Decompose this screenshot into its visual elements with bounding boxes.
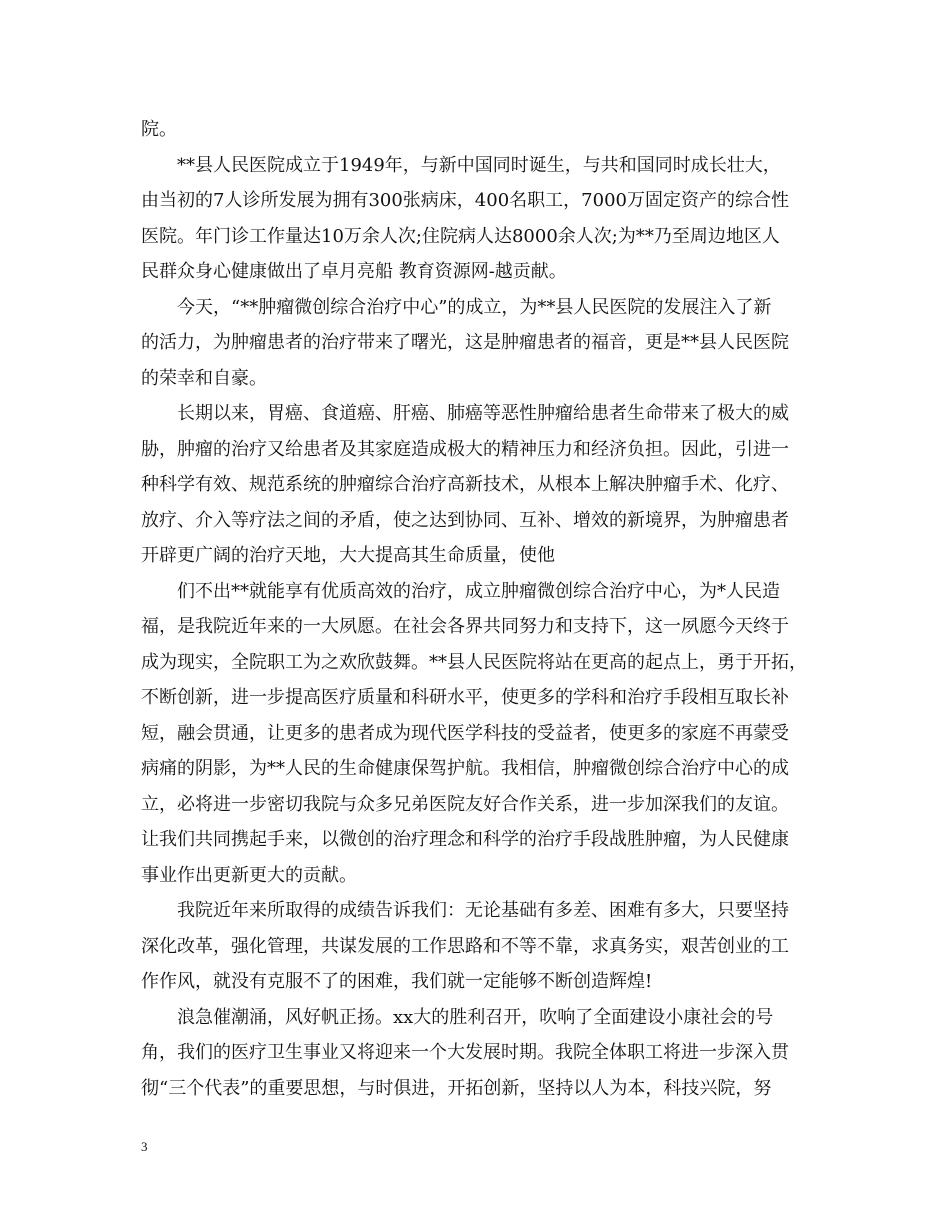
text-line: 彻“三个代表”的重要思想，与时俱进，开拓创新，坚持以人为本，科技兴院，努 [141,1077,772,1099]
text-line: 的活力，为肿瘤患者的治疗带来了曙光，这是肿瘤患者的福音，更是**县人民医院 [141,332,789,353]
text-line: 开辟更广阔的治疗天地，大大提高其生命质量，使他 [141,545,555,566]
text-line: 医院。年门诊工作量达10万余人次;住院病人达8000余人次;为**乃至周边地区人 [141,225,780,247]
text-line: 事业作出更新更大的贡献。 [141,864,357,886]
text-line: 民群众身心健康做出了卓月亮船 教育资源网-越贡献。 [141,261,567,282]
text-line: 我院近年来所取得的成绩告诉我们：无论基础有多差、困难有多大，只要坚持 [177,900,789,921]
text-line: 由当初的7人诊所发展为拥有300张病床，400名职工，7000万固定资产的综合性 [141,190,789,211]
text-line: 长期以来，胃癌、食道癌、肝癌、肺癌等恶性肿瘤给患者生命带来了极大的威 [177,403,789,424]
text-line: 病痛的阴影，为**人民的生命健康保驾护航。我相信，肿瘤微创综合治疗中心的成 [141,758,789,779]
document-body [141,112,811,1106]
text-line: 放疗、介入等疗法之间的矛盾，使之达到协同、互补、增效的新境界，为肿瘤患者 [141,509,789,531]
text-line: **县人民医院成立于1949年，与新中国同时诞生，与共和国同时成长壮大， [177,154,781,176]
text-line: 福，是我院近年来的一大夙愿。在社会各界共同努力和支持下，这一夙愿今天终于 [141,616,789,637]
text-line: 胁，肿瘤的治疗又给患者及其家庭造成极大的精神压力和经济负担。因此，引进一 [141,438,789,460]
text-line: 们不出**就能享有优质高效的治疗，成立肿瘤微创综合治疗中心，为*人民造 [177,580,780,602]
text-line: 今天，“**肿瘤微创综合治疗中心”的成立，为**县人民医院的发展注入了新 [177,296,772,318]
text-line: 院。 [141,119,177,140]
text-line: 让我们共同携起手来，以微创的治疗理念和科学的治疗手段战胜肿瘤，为人民健康 [141,829,789,850]
text-line: 不断创新，进一步提高医疗质量和科研水平，使更多的学科和治疗手段相互取长补 [141,687,789,708]
text-line: 深化改革，强化管理，共谋发展的工作思路和不等不靠，求真务实，艰苦创业的工 [141,935,789,957]
text-line: 短，融会贯通，让更多的患者成为现代医学科技的受益者，使更多的家庭不再蒙受 [141,722,789,744]
text-line: 立，必将进一步密切我院与众多兄弟医院友好合作关系，进一步加深我们的友谊。 [141,793,789,815]
text-line: 成为现实，全院职工为之欢欣鼓舞。**县人民医院将站在更高的起点上，勇于开拓， [141,651,807,673]
text-line: 的荣幸和自豪。 [141,367,267,389]
text-line: 角，我们的医疗卫生事业又将迎来一个大发展时期。我院全体职工将进一步深入贯 [141,1042,789,1063]
page-number: 3 [141,1139,148,1154]
text-line: 作作风，就没有克服不了的困难，我们就一定能够不断创造辉煌! [141,971,653,992]
text-line: 浪急催潮涌，风好帆正扬。xx大的胜利召开，吹响了全面建设小康社会的号 [177,1006,774,1028]
text-line: 种科学有效、规范系统的肿瘤综合治疗高新技术，从根本上解决肿瘤手术、化疗、 [141,474,789,495]
